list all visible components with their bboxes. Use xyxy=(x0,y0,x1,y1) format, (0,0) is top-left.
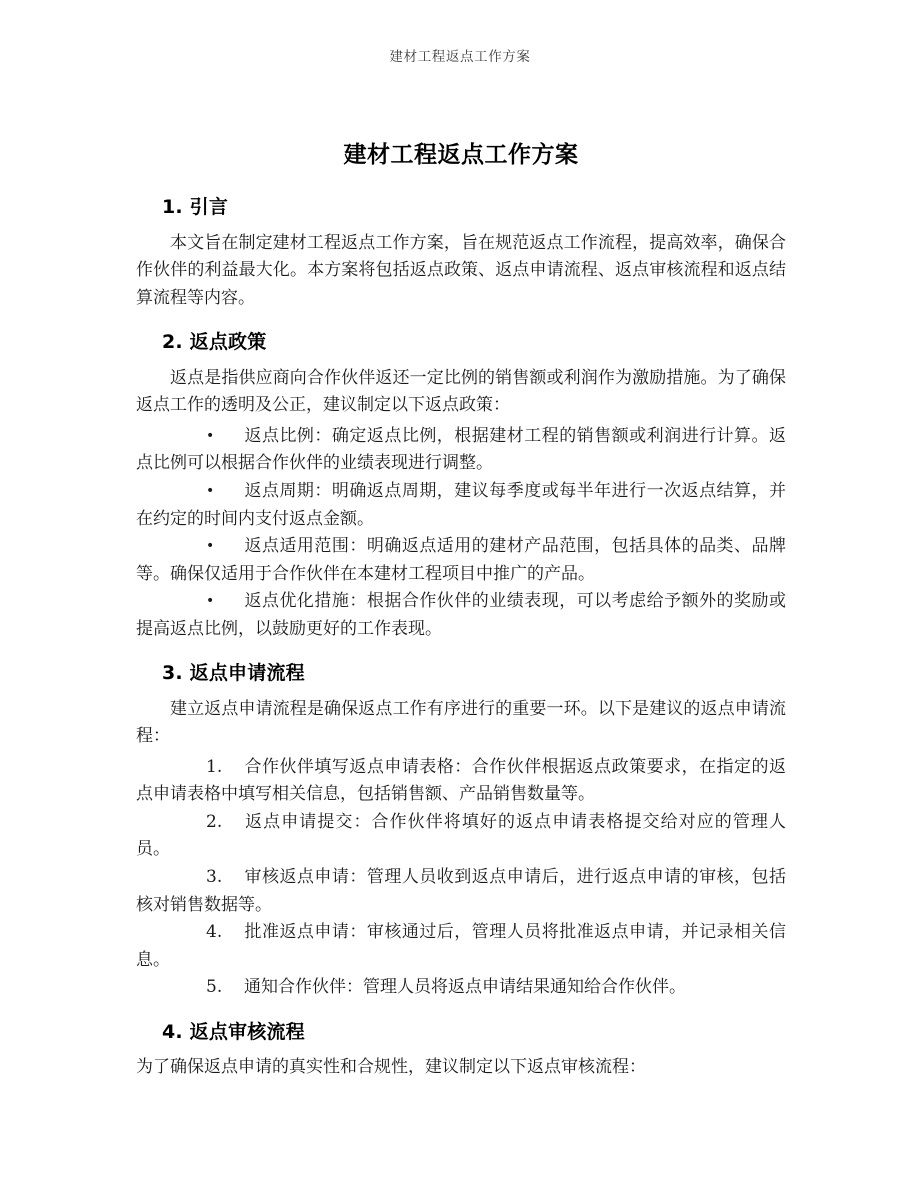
section-1-paragraph: 本文旨在制定建材工程返点工作方案，旨在规范返点工作流程，提高效率，确保合作伙伴的利益最大化。本方案将包括返点政策、返点申请流程、返点审核流程和返点结算流程等内容。 xyxy=(136,232,786,308)
bullet-icon: • xyxy=(206,538,215,555)
bullet-icon: • xyxy=(206,427,215,444)
list-item-text: 返点申请提交：合作伙伴将填好的返点申请表格提交给对应的管理人员。 xyxy=(136,811,786,860)
section-heading-2: 2. 返点政策 xyxy=(162,331,267,354)
rebate-application-steps xyxy=(136,754,786,1002)
list-item xyxy=(136,478,786,533)
list-item xyxy=(136,864,786,919)
list-marker: 2. xyxy=(206,811,223,832)
list-item xyxy=(136,754,786,809)
section-heading-4: 4. 返点审核流程 xyxy=(162,1020,305,1043)
document-body xyxy=(136,122,786,1085)
list-item-text: 返点适用范围：明确返点适用的建材产品范围，包括具体的品类、品牌等。确保仅适用于合作伙伴在本建材工程项目中推广的产品。 xyxy=(136,536,786,584)
list-item-text: 合作伙伴填写返点申请表格：合作伙伴根据返点政策要求，在指定的返点申请表格中填写相关信息，包括销售额、产品销售数量等。 xyxy=(136,756,786,805)
list-marker: 3. xyxy=(206,867,223,888)
bullet-icon: • xyxy=(206,593,215,610)
rebate-policy-list xyxy=(136,423,786,643)
list-marker: 1. xyxy=(206,756,223,777)
section-heading-3: 3. 返点申请流程 xyxy=(162,662,305,685)
list-item-text: 批准返点申请：审核通过后，管理人员将批准返点申请，并记录相关信息。 xyxy=(136,922,786,970)
list-item xyxy=(136,809,786,864)
section-3-paragraph: 建立返点申请流程是确保返点工作有序进行的重要一环。以下是建议的返点申请流程： xyxy=(136,698,786,747)
list-item xyxy=(136,588,786,643)
list-item xyxy=(136,919,786,974)
list-marker: 5. xyxy=(206,977,223,998)
section-4-paragraph: 为了确保返点申请的真实性和合规性，建议制定以下返点审核流程： xyxy=(136,1057,646,1078)
list-item-text: 审核返点申请：管理人员收到返点申请后，进行返点申请的审核，包括核对销售数据等。 xyxy=(136,867,786,915)
list-item xyxy=(136,423,786,478)
running-header: 建材工程返点工作方案 xyxy=(389,49,531,65)
list-item xyxy=(136,533,786,588)
list-item-text: 返点周期：明确返点周期，建议每季度或每半年进行一次返点结算，并在约定的时间内支付返点金额。 xyxy=(136,481,786,529)
document-title: 建材工程返点工作方案 xyxy=(343,142,579,168)
section-heading-1: 1. 引言 xyxy=(162,196,229,218)
section-2-paragraph: 返点是指供应商向合作伙伴返还一定比例的销售额或利润作为激励措施。为了确保返点工作的透明及公正，建议制定以下返点政策： xyxy=(136,367,786,416)
list-item-text: 返点比例：确定返点比例，根据建材工程的销售额或利润进行计算。返点比例可以根据合作伙伴的业绩表现进行调整。 xyxy=(136,425,786,474)
list-item xyxy=(136,974,786,1002)
list-item-text: 返点优化措施：根据合作伙伴的业绩表现，可以考虑给予额外的奖励或提高返点比例，以鼓励更好的工作表现。 xyxy=(136,591,786,639)
list-item-text: 通知合作伙伴：管理人员将返点申请结果通知给合作伙伴。 xyxy=(244,977,686,998)
list-marker: 4. xyxy=(206,922,223,943)
bullet-icon: • xyxy=(206,483,215,499)
